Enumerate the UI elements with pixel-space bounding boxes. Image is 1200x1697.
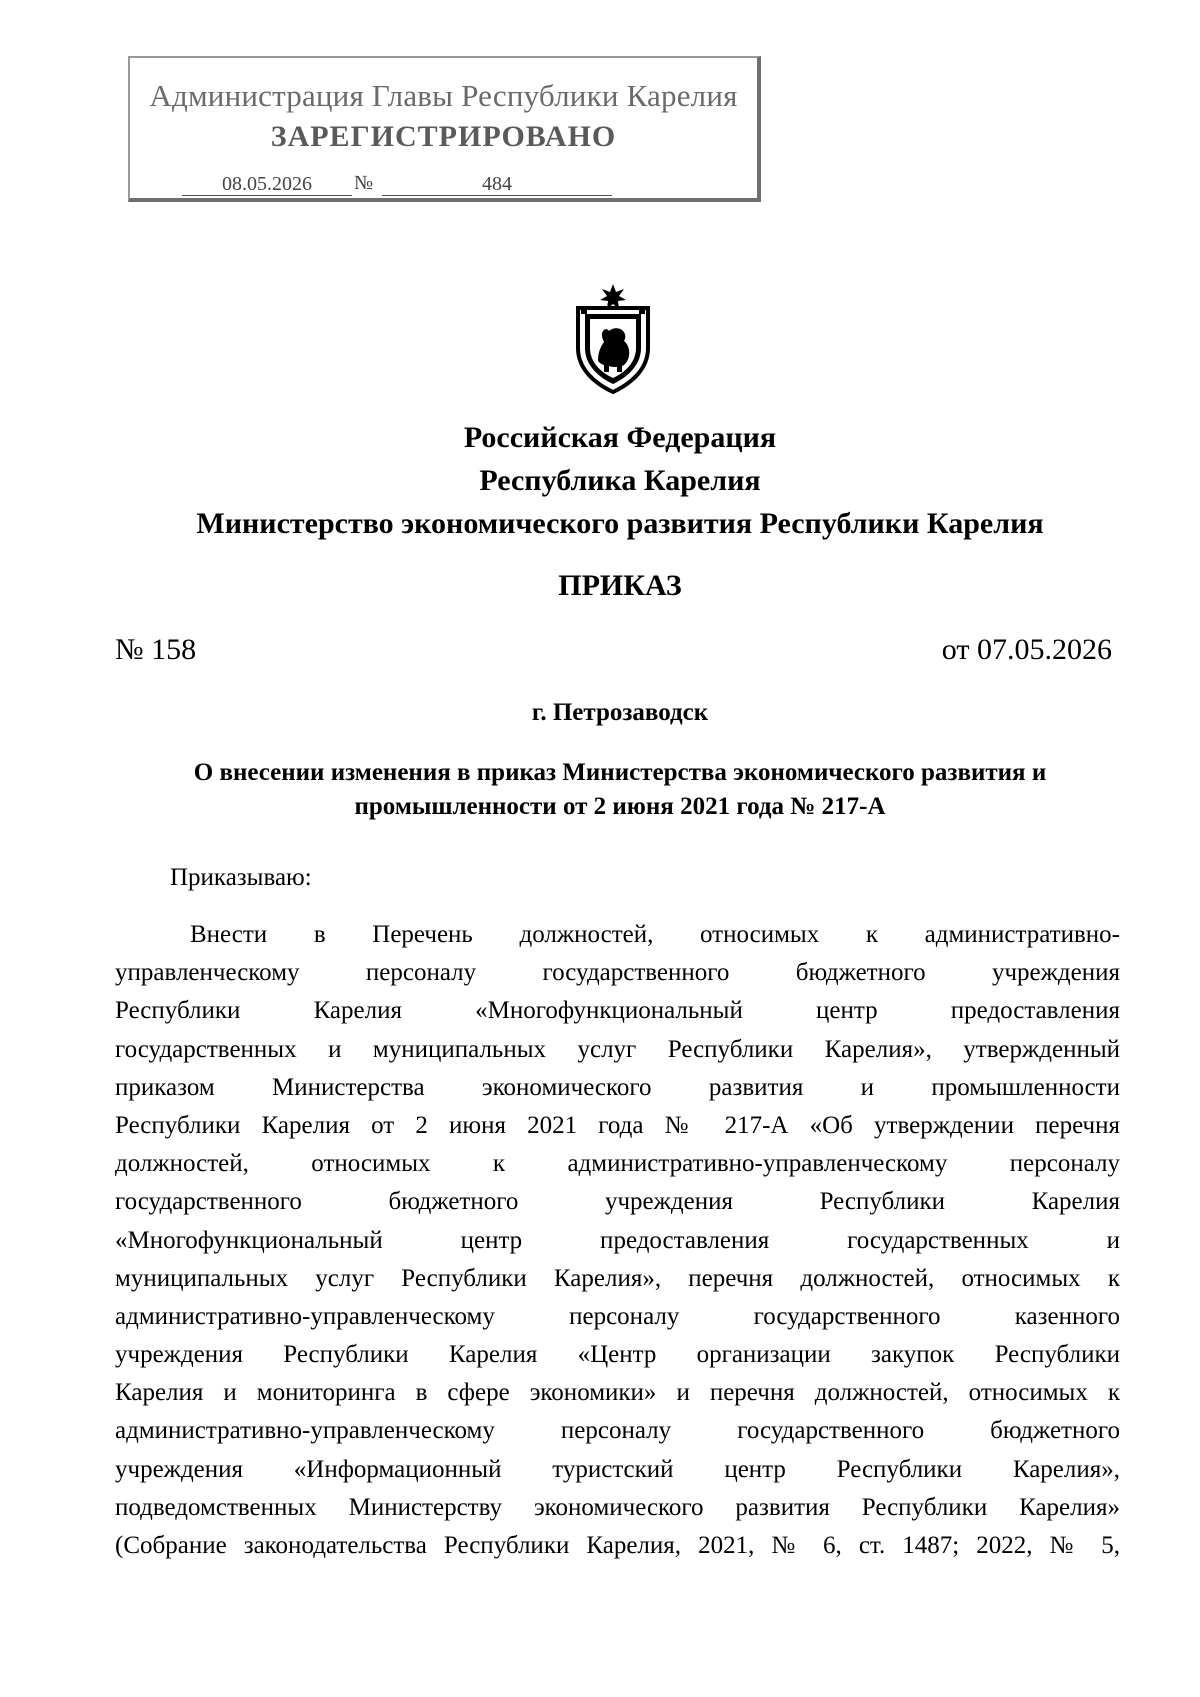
body-line: учреждения Республики Карелия «Центр организации закупок Республики <box>115 1341 1120 1369</box>
stamp-number-label: № <box>354 172 374 194</box>
order-verb: Приказываю: <box>170 864 312 891</box>
stamp-date: 08.05.2026 <box>182 173 352 196</box>
order-subject-line-2: промышленности от 2 июня 2021 года № 217-А <box>354 793 886 820</box>
body-line: государственных и муниципальных услуг Республики Карелия», утвержденный <box>115 1035 1120 1063</box>
stamp-number: 484 <box>382 173 612 196</box>
body-line: учреждения «Информационный туристский центр Республики Карелия», <box>115 1455 1120 1483</box>
document-type: ПРИКАЗ <box>558 569 682 602</box>
body-line: государственного бюджетного учреждения Республики Карелия <box>115 1188 1120 1216</box>
body-paragraph <box>115 916 1120 1565</box>
order-subject-line-1: О внесении изменения в приказ Министерства экономического развития и <box>193 759 1047 786</box>
header-country: Российская Федерация <box>463 421 777 454</box>
header-ministry: Министерство экономического развития Республики Карелия <box>196 507 1044 540</box>
order-city: г. Петрозаводск <box>531 699 709 726</box>
body-line: приказом Министерства экономического развития и промышленности <box>115 1073 1120 1101</box>
stamp-authority: Администрация Главы Республики Карелия <box>149 78 738 113</box>
registration-stamp <box>128 56 761 202</box>
order-date: от 07.05.2026 <box>941 633 1112 666</box>
body-line: Республики Карелия «Многофункциональный центр предоставления <box>115 997 1120 1025</box>
body-line: «Многофункциональный центр предоставления государственных и <box>115 1226 1120 1254</box>
order-number: № 158 <box>115 633 197 666</box>
order-subject <box>0 756 1200 824</box>
body-line: подведомственных Министерству экономического развития Республики Карелия» <box>115 1493 1120 1521</box>
karelia-coat-of-arms-icon <box>568 282 658 394</box>
body-line: Республики Карелия от 2 июня 2021 года № 217-А «Об утверждении перечня <box>115 1111 1120 1139</box>
stamp-status: ЗАРЕГИСТРИРОВАНО <box>270 120 617 153</box>
body-line: должностей, относимых к административно-управленческому персоналу <box>115 1150 1120 1178</box>
body-line: административно-управленческому персоналу государственного казенного <box>115 1302 1120 1330</box>
body-line: Внести в Перечень должностей, относимых к административно- <box>190 921 1120 948</box>
body-line: (Собрание законодательства Республики Карелия, 2021, № 6, ст. 1487; 2022, № 5, <box>115 1532 1120 1559</box>
body-line: административно-управленческому персоналу государственного бюджетного <box>115 1417 1120 1445</box>
header-region: Республика Карелия <box>479 464 761 497</box>
body-line: управленческому персоналу государственного бюджетного учреждения <box>115 959 1120 987</box>
body-line: муниципальных услуг Республики Карелия», перечня должностей, относимых к <box>115 1264 1120 1292</box>
body-line: Карелия и мониторинга в сфере экономики» и перечня должностей, относимых к <box>115 1379 1120 1407</box>
